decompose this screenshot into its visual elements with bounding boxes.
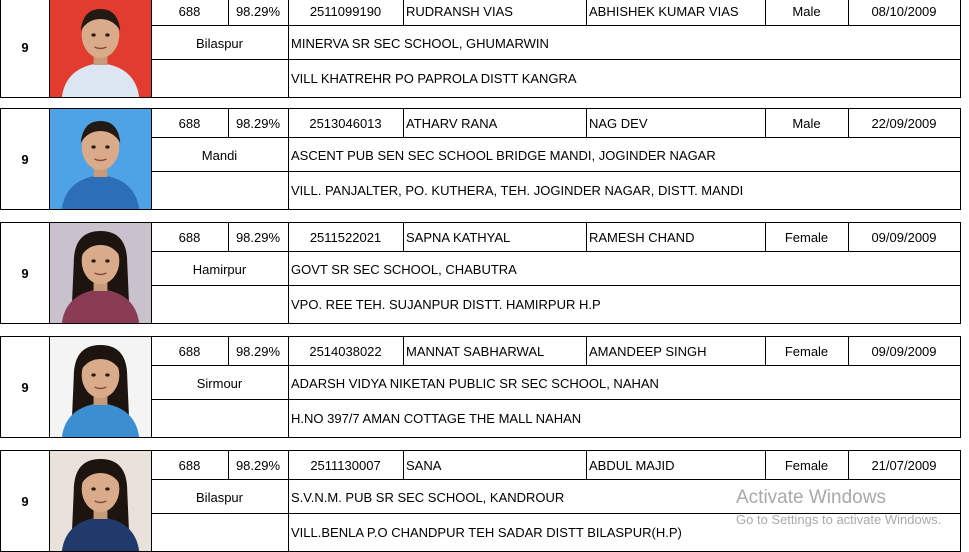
empty-cell: [151, 172, 289, 209]
percentage-cell: 98.29%: [228, 223, 289, 252]
dob-cell: 08/10/2009: [871, 4, 937, 19]
row-divider: [151, 285, 960, 286]
address-cell: VILL KHATREHR PO PAPROLA DISTT KANGRA: [291, 71, 577, 86]
student-name-cell: SAPNA KATHYAL: [403, 223, 587, 252]
school-name-cell: ASCENT PUB SEN SEC SCHOOL BRIDGE MANDI, JOGINDER NAGAR: [291, 147, 716, 163]
father-name-cell: RAMESH CHAND: [586, 223, 766, 252]
address-cell: H.NO 397/7 AMAN COTTAGE THE MALL NAHAN: [291, 411, 582, 426]
marks-cell: 688: [151, 337, 229, 366]
district-cell: Hamirpur: [151, 252, 289, 286]
student-name-cell: ATHARV RANA: [403, 109, 587, 138]
dob-cell: 09/09/2009: [871, 344, 937, 359]
father-name-cell: NAG DEV: [586, 109, 766, 138]
roll-number-cell: 2511522021: [288, 223, 404, 252]
district-cell: Sirmour: [151, 366, 289, 400]
row-divider: [151, 251, 960, 252]
student-name-cell: MANNAT SABHARWAL: [403, 337, 587, 366]
dob-cell: 21/07/2009: [871, 458, 937, 473]
father-name-cell: AMANDEEP SINGH: [586, 337, 766, 366]
empty-cell: [151, 60, 289, 97]
row-divider: [151, 399, 960, 400]
gender-cell: Female: [765, 337, 849, 366]
student-name-cell: RUDRANSH VIAS: [403, 0, 587, 26]
gender-cell: Male: [765, 109, 849, 138]
empty-cell: [151, 514, 289, 551]
father-name-cell: ABHISHEK KUMAR VIAS: [586, 0, 766, 26]
row-divider: [151, 365, 960, 366]
gender-cell: Female: [765, 223, 849, 252]
watermark-title: Activate Windows: [736, 487, 886, 508]
dob-cell: 22/09/2009: [871, 116, 937, 131]
row-divider: [151, 25, 960, 26]
row-divider: [151, 479, 960, 480]
roll-number-cell: 2511099190: [288, 0, 404, 26]
dob-cell: 09/09/2009: [871, 230, 937, 245]
marks-cell: 688: [151, 223, 229, 252]
row-divider: [151, 137, 960, 138]
address-cell: VILL.BENLA P.O CHANDPUR TEH SADAR DISTT BILASPUR(H.P): [291, 525, 682, 540]
rank-cell: 9: [1, 337, 50, 437]
student-photo: [50, 337, 152, 437]
student-name-cell: SANA: [403, 451, 587, 480]
rank-cell: 9: [1, 109, 50, 209]
student-photo: [50, 451, 152, 551]
student-photo: [50, 109, 152, 209]
marks-cell: 688: [151, 0, 229, 26]
marks-cell: 688: [151, 109, 229, 138]
roll-number-cell: 2513046013: [288, 109, 404, 138]
percentage-cell: 98.29%: [228, 109, 289, 138]
school-name-cell: GOVT SR SEC SCHOOL, CHABUTRA: [291, 261, 517, 277]
student-record: [0, 0, 961, 98]
district-cell: Bilaspur: [151, 480, 289, 514]
percentage-cell: 98.29%: [228, 451, 289, 480]
rank-cell: 9: [1, 223, 50, 323]
row-divider: [151, 171, 960, 172]
marks-cell: 688: [151, 451, 229, 480]
rank-cell: 9: [1, 451, 50, 551]
gender-cell: Female: [765, 451, 849, 480]
roll-number-cell: 2511130007: [288, 451, 404, 480]
address-cell: VPO. REE TEH. SUJANPUR DISTT. HAMIRPUR H.P: [291, 297, 601, 312]
roll-number-cell: 2514038022: [288, 337, 404, 366]
student-record: [0, 222, 961, 324]
district-cell: Bilaspur: [151, 26, 289, 60]
address-cell: VILL. PANJALTER, PO. KUTHERA, TEH. JOGINDER NAGAR, DISTT. MANDI: [291, 183, 744, 198]
district-cell: Mandi: [151, 138, 289, 172]
empty-cell: [151, 400, 289, 437]
gender-cell: Male: [765, 0, 849, 26]
watermark-subtitle: Go to Settings to activate Windows.: [736, 512, 942, 527]
activate-windows-watermark: [736, 487, 941, 527]
father-name-cell: ABDUL MAJID: [586, 451, 766, 480]
school-name-cell: ADARSH VIDYA NIKETAN PUBLIC SR SEC SCHOOL, NAHAN: [291, 375, 659, 391]
student-photo: [50, 0, 152, 97]
rank-cell: 9: [1, 0, 50, 97]
student-record: [0, 336, 961, 438]
empty-cell: [151, 286, 289, 323]
school-name-cell: MINERVA SR SEC SCHOOL, GHUMARWIN: [291, 35, 549, 51]
row-divider: [151, 59, 960, 60]
student-record: [0, 108, 961, 210]
percentage-cell: 98.29%: [228, 0, 289, 26]
student-photo: [50, 223, 152, 323]
school-name-cell: S.V.N.M. PUB SR SEC SCHOOL, KANDROUR: [291, 489, 565, 505]
percentage-cell: 98.29%: [228, 337, 289, 366]
